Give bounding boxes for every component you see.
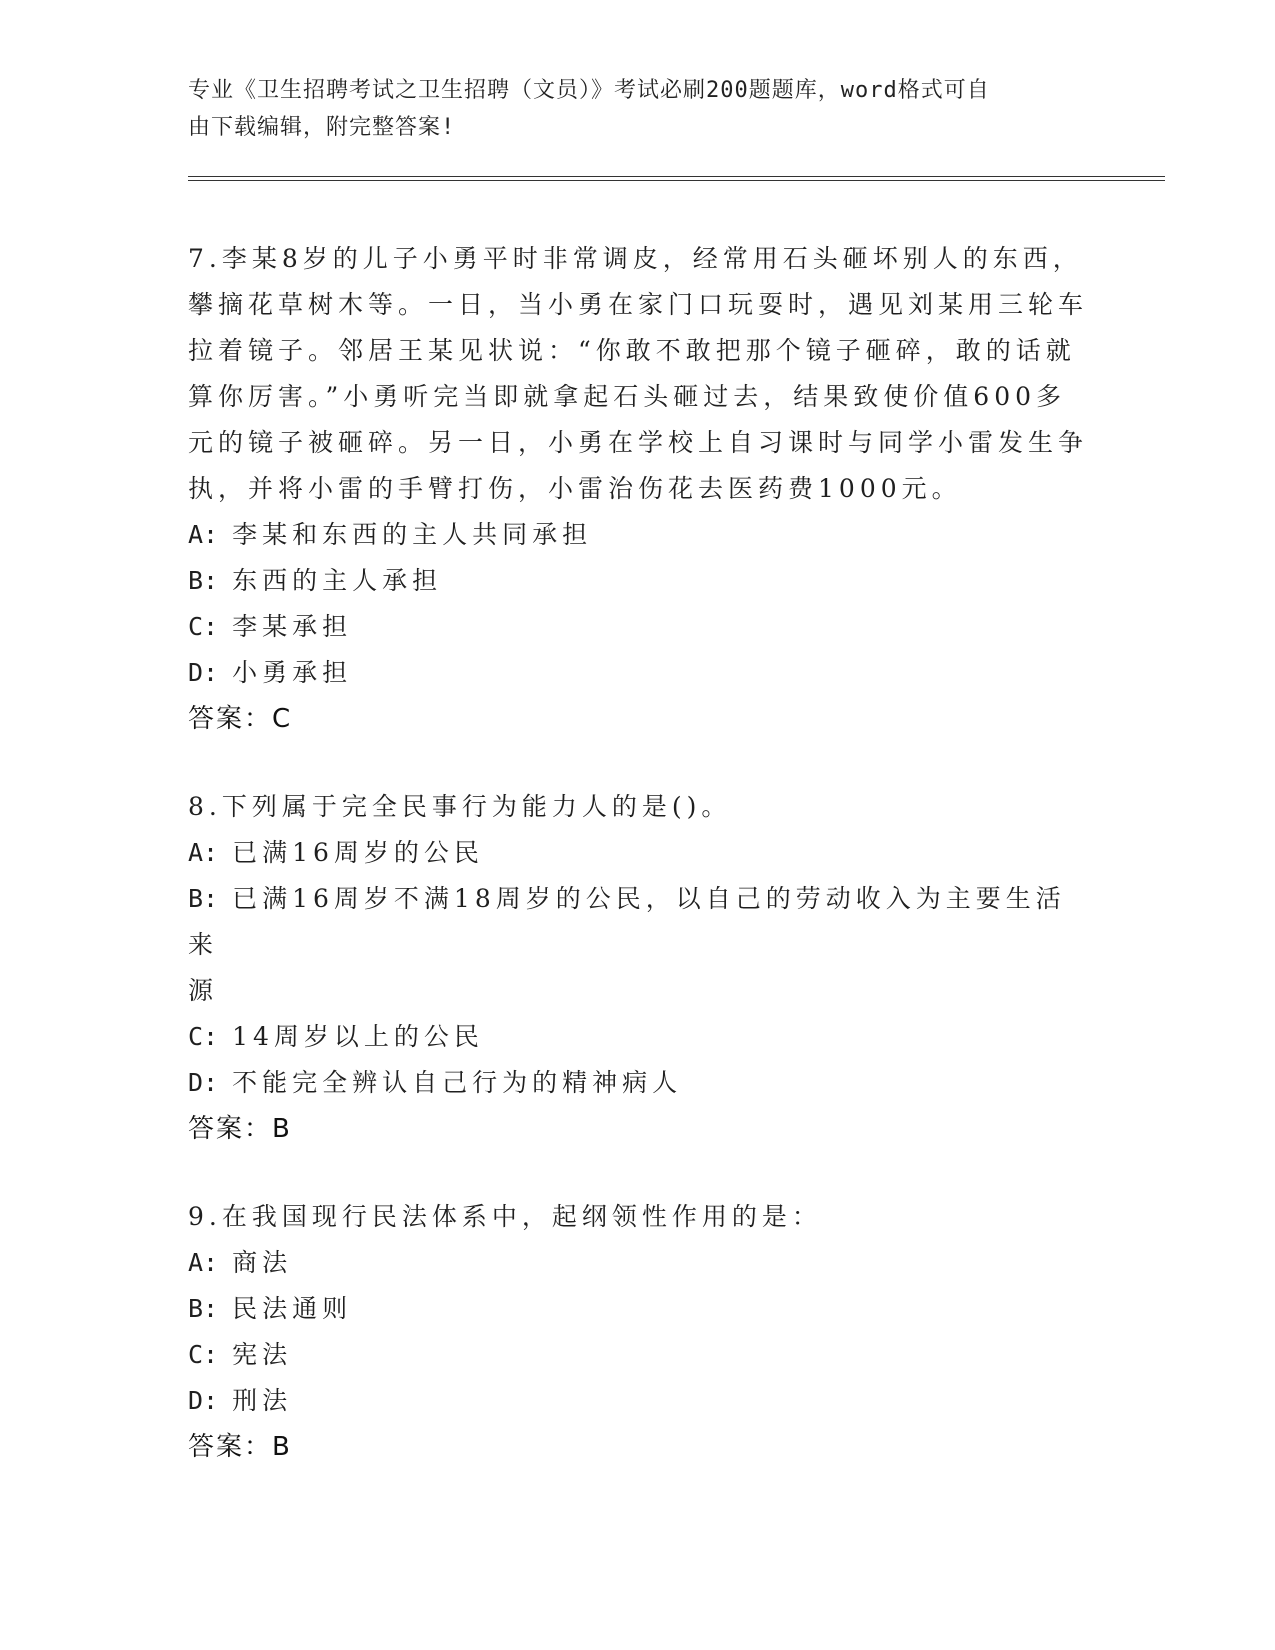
option-b (188, 558, 1088, 604)
option-letter: C: (188, 1340, 219, 1369)
option-letter: B: (188, 566, 219, 595)
stem-line: 攀摘花草树木等。一日，当小勇在家门口玩耍时，遇见刘某用三轮车 (188, 290, 1089, 319)
option-b (188, 1286, 1088, 1332)
option-d (188, 650, 1088, 696)
option-text: 刑法 (232, 1386, 293, 1415)
question-8 (188, 784, 1088, 1152)
option-letter: C: (188, 1022, 219, 1051)
option-text: 商法 (232, 1248, 293, 1277)
header-divider (188, 176, 1165, 181)
option-b (188, 876, 1088, 968)
option-a (188, 512, 1088, 558)
option-text: 小勇承担 (232, 658, 353, 687)
option-text: 已满16周岁不满18周岁的公民，以自己的劳动收入为主要生活来 (188, 884, 1066, 959)
header-title-line-2: 由下载编辑，附完整答案! (188, 115, 456, 140)
stem-line: 8.下列属于完全民事行为能力人的是()。 (188, 792, 732, 821)
answer: 答案：C (188, 704, 293, 734)
option-c (188, 604, 1088, 650)
option-b-continuation: 源 (188, 976, 219, 1005)
option-text: 李某承担 (232, 612, 353, 641)
stem-line: 拉着镜子。邻居王某见状说：“你敢不敢把那个镜子砸碎，敢的话就 (188, 336, 1076, 365)
answer: 答案：B (188, 1114, 292, 1144)
option-d (188, 1060, 1088, 1106)
option-a (188, 1240, 1088, 1286)
option-text: 不能完全辨认自己行为的精神病人 (232, 1068, 683, 1097)
question-stem (188, 784, 1088, 830)
stem-line: 算你厉害。”小勇听完当即就拿起石头砸过去，结果致使价值600多 (188, 382, 1067, 411)
page-header (188, 72, 1068, 146)
option-c (188, 1332, 1088, 1378)
option-letter: A: (188, 838, 219, 867)
stem-line: 元的镜子被砸碎。另一日，小勇在学校上自习课时与同学小雷发生争 (188, 428, 1089, 457)
header-title-line-1: 专业《卫生招聘考试之卫生招聘（文员）》考试必刷200题题库，word格式可自 (188, 78, 990, 103)
stem-line: 执，并将小雷的手臂打伤，小雷治伤花去医药费1000元。 (188, 474, 962, 503)
option-text: 民法通则 (232, 1294, 353, 1323)
option-a (188, 830, 1088, 876)
question-stem (188, 1194, 1088, 1240)
option-text: 东西的主人承担 (232, 566, 443, 595)
option-letter: B: (188, 884, 219, 913)
option-letter: A: (188, 520, 219, 549)
option-letter: D: (188, 1068, 219, 1097)
question-stem (188, 236, 1088, 512)
question-9 (188, 1194, 1088, 1470)
option-letter: B: (188, 1294, 219, 1323)
option-text: 14周岁以上的公民 (232, 1022, 484, 1051)
question-list (188, 236, 1088, 1512)
stem-line: 9.在我国现行民法体系中，起纲领性作用的是： (188, 1202, 822, 1231)
option-c (188, 1014, 1088, 1060)
option-letter: C: (188, 612, 219, 641)
stem-line: 7.李某8岁的儿子小勇平时非常调皮，经常用石头砸坏别人的东西， (188, 244, 1083, 273)
option-text: 宪法 (232, 1340, 293, 1369)
option-text: 已满16周岁的公民 (232, 838, 484, 867)
question-7 (188, 236, 1088, 742)
answer: 答案：B (188, 1432, 292, 1462)
option-letter: A: (188, 1248, 219, 1277)
option-d (188, 1378, 1088, 1424)
option-letter: D: (188, 1386, 219, 1415)
option-text: 李某和东西的主人共同承担 (232, 520, 593, 549)
option-letter: D: (188, 658, 219, 687)
